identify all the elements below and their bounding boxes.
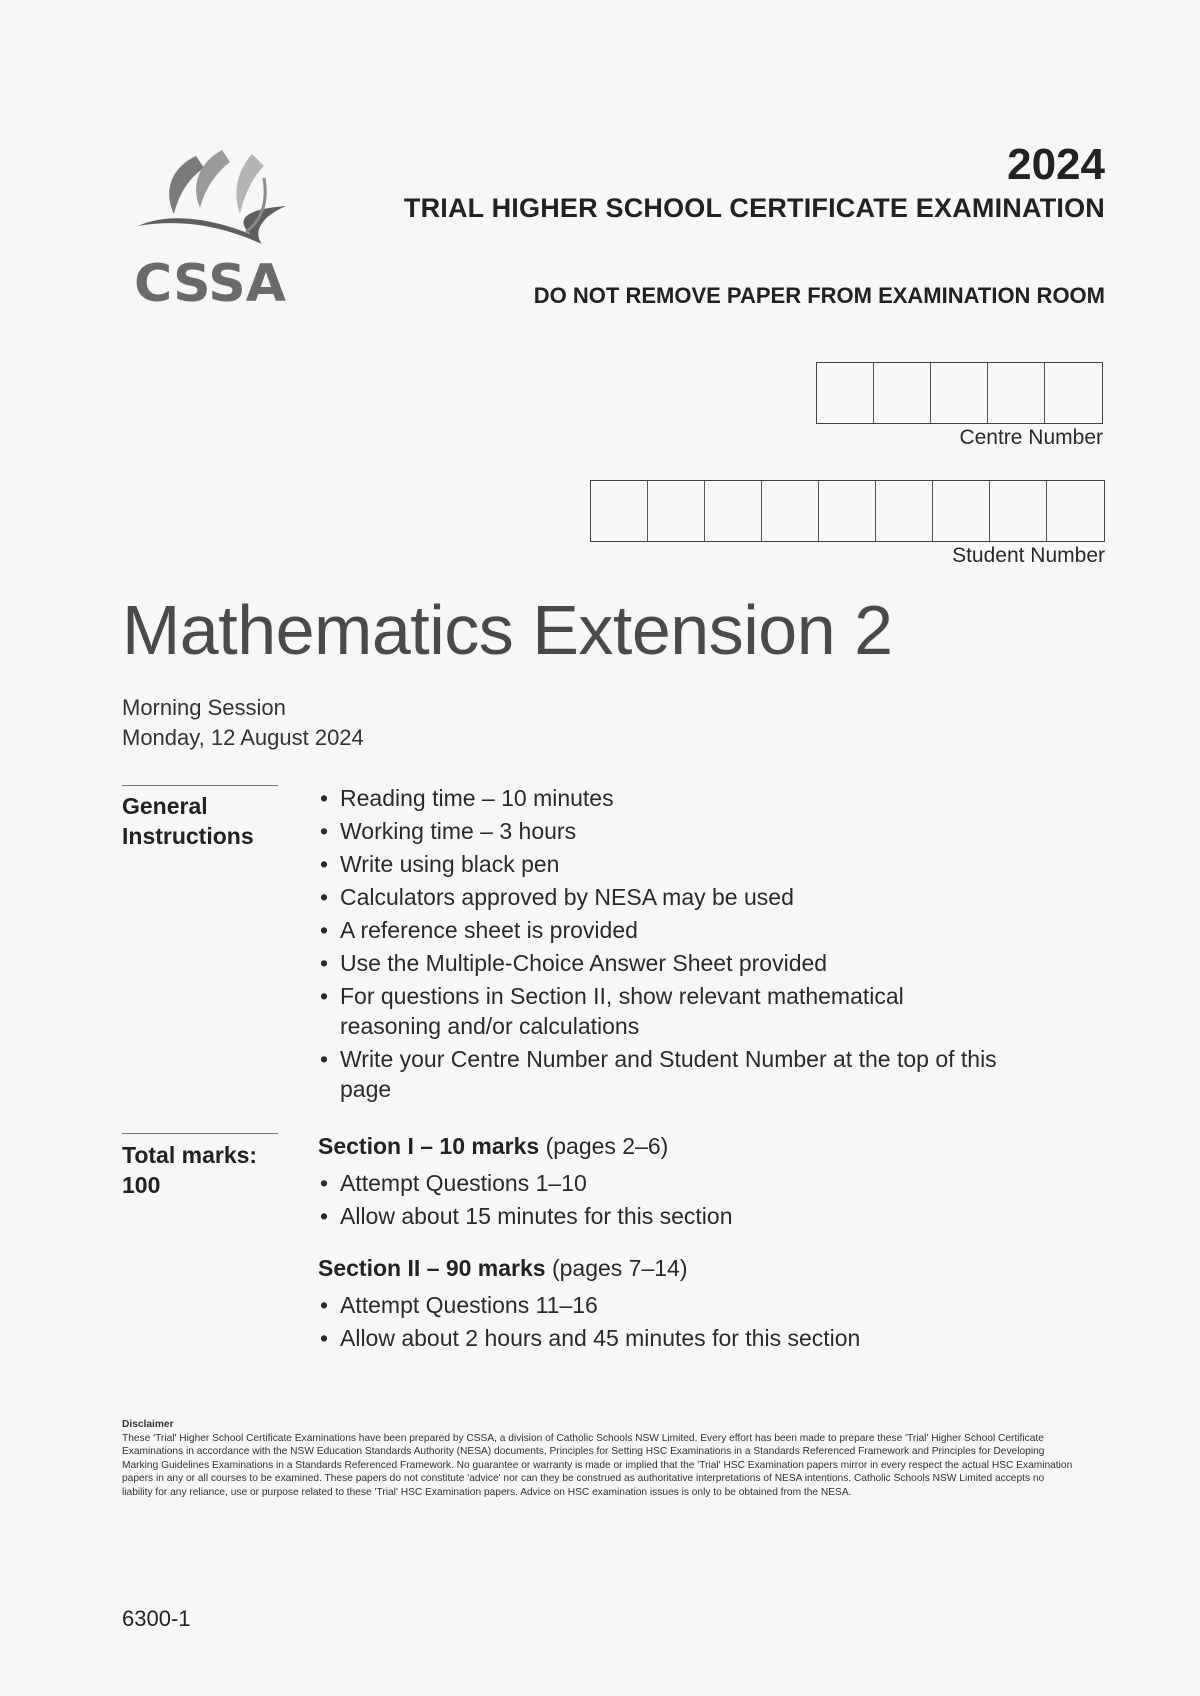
section-item: • Allow about 15 minutes for this section: [318, 1201, 1038, 1231]
logo-text: CSSA: [134, 254, 286, 314]
student-number-boxes[interactable]: [590, 480, 1105, 542]
centre-number-digit-box[interactable]: [1045, 363, 1102, 423]
total-marks-value: 100: [122, 1172, 161, 1198]
section-2-list: [318, 1290, 1038, 1356]
divider: [122, 1133, 278, 1134]
instruction-item: • Write your Centre Number and Student Number at the top of this page: [318, 1044, 1020, 1104]
centre-number-digit-box[interactable]: [874, 363, 931, 423]
centre-number-digit-box[interactable]: [931, 363, 988, 423]
session-info: [122, 693, 364, 753]
student-number-digit-box[interactable]: [1047, 481, 1104, 541]
subject-title: Mathematics Extension 2: [122, 591, 893, 669]
student-number-digit-box[interactable]: [933, 481, 990, 541]
instruction-item: • A reference sheet is provided: [318, 915, 1038, 945]
section-1-heading: Section I – 10 marks (pages 2–6): [318, 1133, 669, 1159]
student-number-digit-box[interactable]: [876, 481, 933, 541]
general-instructions-label: General Instructions: [122, 793, 254, 849]
room-notice: DO NOT REMOVE PAPER FROM EXAMINATION ROOM: [533, 283, 1105, 308]
total-marks-label: Total marks: 100: [122, 1142, 258, 1198]
centre-number-digit-box[interactable]: [817, 363, 874, 423]
student-number-digit-box[interactable]: [990, 481, 1047, 541]
student-number-label: Student Number: [952, 544, 1105, 567]
session-date: Monday, 12 August 2024: [122, 725, 364, 750]
cssa-logo: [134, 148, 294, 314]
section-item: • Attempt Questions 11–16: [318, 1290, 1038, 1320]
section-1-list: [318, 1168, 1038, 1234]
centre-number-label: Centre Number: [959, 426, 1103, 449]
student-number-digit-box[interactable]: [591, 481, 648, 541]
student-number-digit-box[interactable]: [819, 481, 876, 541]
centre-number-boxes[interactable]: [816, 362, 1103, 424]
student-number-digit-box[interactable]: [705, 481, 762, 541]
disclaimer-text: These 'Trial' Higher School Certificate Examinations have been prepared by CSSA, a division of Catholic Schools NSW Limited. Every effort has been made to prepare these 'Trial' Higher School Certificate Examinations in accordance with the NSW Education Standards Authority (NESA) documents, Principles for Setting HSC Examinations in a Standards Referenced Framework and Principles for Developing Marking Guidelines Examinations in a Standards Referenced Framework. No guarantee or warranty is made or implied that the 'Trial' HSC Examination papers mirror in every respect the actual HSC Examination papers in any or all courses to be examined. These papers do not constitute 'advice' nor can they be construed as authoritative interpretations of NESA intentions. Catholic Schools NSW Limited accepts no liability for any reliance, use or purpose related to these 'Trial' HSC Examination papers. Advice on HSC examination issues is only to be obtained from the NESA.: [122, 1432, 1073, 1498]
section-item: • Allow about 2 hours and 45 minutes for this section: [318, 1323, 1038, 1353]
instruction-item: • Reading time – 10 minutes: [318, 783, 1038, 813]
disclaimer-heading: Disclaimer: [122, 1419, 174, 1430]
exam-title: TRIAL HIGHER SCHOOL CERTIFICATE EXAMINATION: [403, 193, 1105, 223]
centre-number-digit-box[interactable]: [988, 363, 1045, 423]
student-number-digit-box[interactable]: [648, 481, 705, 541]
instruction-item: • Calculators approved by NESA may be used: [318, 882, 1038, 912]
disclaimer: [122, 1418, 1077, 1500]
session-name: Morning Session: [122, 695, 286, 720]
instruction-item: • Use the Multiple-Choice Answer Sheet provided: [318, 948, 1038, 978]
instruction-item: • For questions in Section II, show relevant mathematical reasoning and/or calculations: [318, 981, 940, 1041]
paper-code: 6300-1: [122, 1606, 191, 1631]
cssa-swoosh-icon: [134, 148, 294, 258]
instruction-item: • Write using black pen: [318, 849, 1038, 879]
instruction-item: • Working time – 3 hours: [318, 816, 1038, 846]
student-number-digit-box[interactable]: [762, 481, 819, 541]
exam-year: 2024: [1007, 140, 1105, 189]
section-2-heading: Section II – 90 marks (pages 7–14): [318, 1255, 688, 1281]
general-instructions-list: [318, 783, 1038, 1107]
section-item: • Attempt Questions 1–10: [318, 1168, 1038, 1198]
divider: [122, 785, 278, 786]
